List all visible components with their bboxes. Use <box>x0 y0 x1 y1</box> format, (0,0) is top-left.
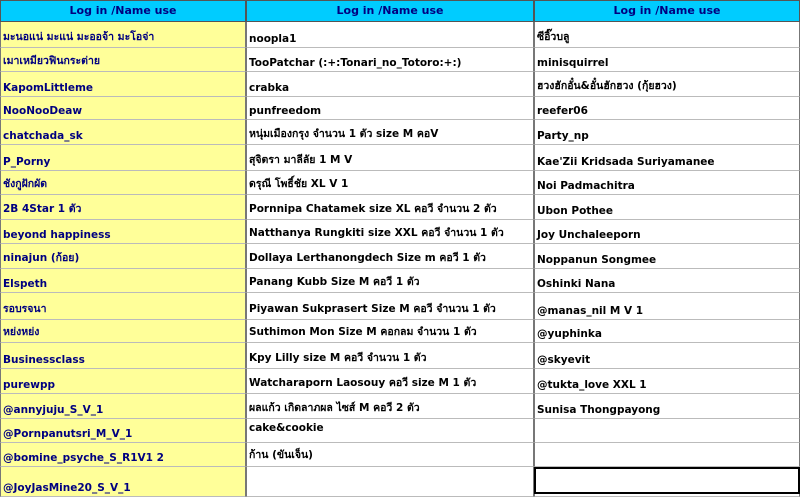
cell-b-17[interactable] <box>246 419 534 443</box>
cell-text: punfreedom <box>249 105 322 117</box>
cell-b-6[interactable] <box>246 145 534 171</box>
cell-c-14[interactable] <box>534 343 800 369</box>
cell-text: ชังกูฝักผัด <box>3 178 48 190</box>
cell-a-16[interactable] <box>0 394 246 419</box>
cell-text: P_Porny <box>3 156 51 168</box>
cell-text: minisquirrel <box>537 57 609 69</box>
cell-b-12[interactable] <box>246 293 534 320</box>
cell-a-18[interactable] <box>0 443 246 467</box>
cell-text: @tukta_love XXL 1 <box>537 379 647 391</box>
cell-text: NooNooDeaw <box>3 105 83 117</box>
cell-b-7[interactable] <box>246 171 534 195</box>
cell-text: @skyevit <box>537 354 591 366</box>
cell-c-12[interactable] <box>534 293 800 320</box>
cell-a-8[interactable] <box>0 195 246 220</box>
cell-b-18[interactable] <box>246 443 534 467</box>
cell-b-10[interactable] <box>246 244 534 269</box>
cell-text: รอบรจนา <box>3 303 47 315</box>
cell-text: chatchada_sk <box>3 130 83 142</box>
cell-text: ฮวงฮักอั๋น&อั๋นฮักฮวง (กุ้ยฮวง) <box>537 80 677 92</box>
cell-b-19[interactable] <box>246 467 534 497</box>
cell-c-16[interactable] <box>534 394 800 419</box>
cell-b-1[interactable] <box>246 22 534 48</box>
cell-text: 2B 4Star 1 ตัว <box>3 203 82 215</box>
cell-c-13[interactable] <box>534 320 800 343</box>
cell-text: @JoyJasMine20_S_V_1 <box>3 482 131 494</box>
cell-a-7[interactable] <box>0 171 246 195</box>
cell-text: หย่งหย่ง <box>3 326 40 338</box>
cell-text: เมาเหมียวฟินกระต่าย <box>3 55 101 67</box>
cell-a-14[interactable] <box>0 343 246 369</box>
cell-c-4[interactable] <box>534 97 800 120</box>
cell-text: Watcharaporn Laosouy คอวี size M 1 ตัว <box>249 377 477 389</box>
cell-a-10[interactable] <box>0 244 246 269</box>
cell-b-16[interactable] <box>246 394 534 419</box>
cell-b-8[interactable] <box>246 195 534 220</box>
cell-text: ผลแก้ว เกิดลาภผล ไซส์ M คอวี 2 ตัว <box>249 402 420 414</box>
cell-text: purewpp <box>3 379 56 391</box>
cell-text: หนุ่มเมืองกรุง จำนวน 1 ตัว size M คอV <box>249 128 439 140</box>
cell-b-4[interactable] <box>246 97 534 120</box>
column-a <box>0 0 246 497</box>
cell-text: Panang Kubb Size M คอวี 1 ตัว <box>249 276 420 288</box>
cell-a-11[interactable] <box>0 269 246 293</box>
cell-text: ดรุณี โพธิ์ชัย XL V 1 <box>249 178 349 190</box>
cell-text: Pornnipa Chatamek size XL คอวี จำนวน 2 ตัว <box>249 203 497 215</box>
cell-text: Natthanya Rungkiti size XXL คอวี จำนวน 1 ตัว <box>249 227 504 239</box>
cell-text: @bomine_psyche_S_R1V1 2 <box>3 452 164 464</box>
cell-b-15[interactable] <box>246 369 534 394</box>
cell-c-17[interactable] <box>534 419 800 443</box>
cell-b-5[interactable] <box>246 120 534 145</box>
cell-text: ninajun (ก้อย) <box>3 252 80 264</box>
cell-a-19[interactable] <box>0 467 246 497</box>
cell-text: Kpy Lilly size M คอวี จำนวน 1 ตัว <box>249 352 427 364</box>
cell-text: Dollaya Lerthanongdech Size m คอวี 1 ตัว <box>249 252 486 264</box>
cell-text: @yuphinka <box>537 328 602 340</box>
cell-b-13[interactable] <box>246 320 534 343</box>
cell-text: Oshinki Nana <box>537 278 616 290</box>
cell-b-14[interactable] <box>246 343 534 369</box>
cell-text: @manas_nil M V 1 <box>537 305 644 317</box>
cell-a-4[interactable] <box>0 97 246 120</box>
cell-a-15[interactable] <box>0 369 246 394</box>
cell-text: KapomLittleme <box>3 82 94 94</box>
cell-text: noopla1 <box>249 33 297 45</box>
cell-c-15[interactable] <box>534 369 800 394</box>
cell-b-11[interactable] <box>246 269 534 293</box>
cell-a-6[interactable] <box>0 145 246 171</box>
cell-text: Sunisa Thongpayong <box>537 404 661 416</box>
cell-text: Kae'Zii Kridsada Suriyamanee <box>537 156 715 168</box>
cell-text: Noi Padmachitra <box>537 180 635 192</box>
selected-cell-box[interactable] <box>534 467 800 494</box>
cell-text: @annyjuju_S_V_1 <box>3 404 104 416</box>
cell-text: Party_np <box>537 130 589 142</box>
cell-b-2[interactable] <box>246 48 534 72</box>
cell-c-1[interactable] <box>534 22 800 48</box>
cell-text: @Pornpanutsri_M_V_1 <box>3 428 133 440</box>
column-c <box>534 0 800 497</box>
cell-a-5[interactable] <box>0 120 246 145</box>
cell-text: TooPatchar (:+:Tonari_no_Totoro:+:) <box>249 57 462 69</box>
cell-text: Businessclass <box>3 354 85 366</box>
cell-b-3[interactable] <box>246 72 534 97</box>
cell-c-11[interactable] <box>534 269 800 293</box>
cell-c-10[interactable] <box>534 244 800 269</box>
cell-a-17[interactable] <box>0 419 246 443</box>
cell-c-6[interactable] <box>534 145 800 171</box>
cell-a-1[interactable] <box>0 22 246 48</box>
cell-text: ก้าน (ขันเจ็น) <box>249 449 313 461</box>
cell-text: beyond happiness <box>3 229 111 241</box>
column-header-c[interactable]: Log in /Name use <box>534 0 800 22</box>
column-header-b[interactable]: Log in /Name use <box>246 0 534 22</box>
cell-text: Elspeth <box>3 278 48 290</box>
cell-c-2[interactable] <box>534 48 800 72</box>
cell-a-3[interactable] <box>0 72 246 97</box>
cell-a-12[interactable] <box>0 293 246 320</box>
cell-text: Noppanun Songmee <box>537 254 657 266</box>
column-b <box>246 0 534 497</box>
cell-text: มะนอแน่ มะแน่ มะออจ้า มะโอจ่า <box>3 31 155 43</box>
cell-c-5[interactable] <box>534 120 800 145</box>
cell-text: crabka <box>249 82 290 94</box>
cell-a-2[interactable] <box>0 48 246 72</box>
cell-a-13[interactable] <box>0 320 246 343</box>
cell-c-8[interactable] <box>534 195 800 220</box>
cell-c-9[interactable] <box>534 220 800 244</box>
cell-text: reefer06 <box>537 105 588 117</box>
column-header-a[interactable]: Log in /Name use <box>0 0 246 22</box>
cell-text: Suthimon Mon Size M คอกลม จำนวน 1 ตัว <box>249 326 477 338</box>
cell-text: ซีอิ๊วบลู <box>537 31 570 43</box>
cell-text: สุจิตรา มาลีลัย 1 M V <box>249 154 353 166</box>
cell-text: Ubon Pothee <box>537 205 614 217</box>
cell-c-18[interactable] <box>534 443 800 467</box>
cell-c-7[interactable] <box>534 171 800 195</box>
cell-c-3[interactable] <box>534 72 800 97</box>
cell-text: cake&cookie <box>249 422 324 434</box>
cell-text: Piyawan Sukprasert Size M คอวี จำนวน 1 ตัว <box>249 303 496 315</box>
cell-b-9[interactable] <box>246 220 534 244</box>
cell-text: Joy Unchaleeporn <box>537 229 641 241</box>
cell-a-9[interactable] <box>0 220 246 244</box>
